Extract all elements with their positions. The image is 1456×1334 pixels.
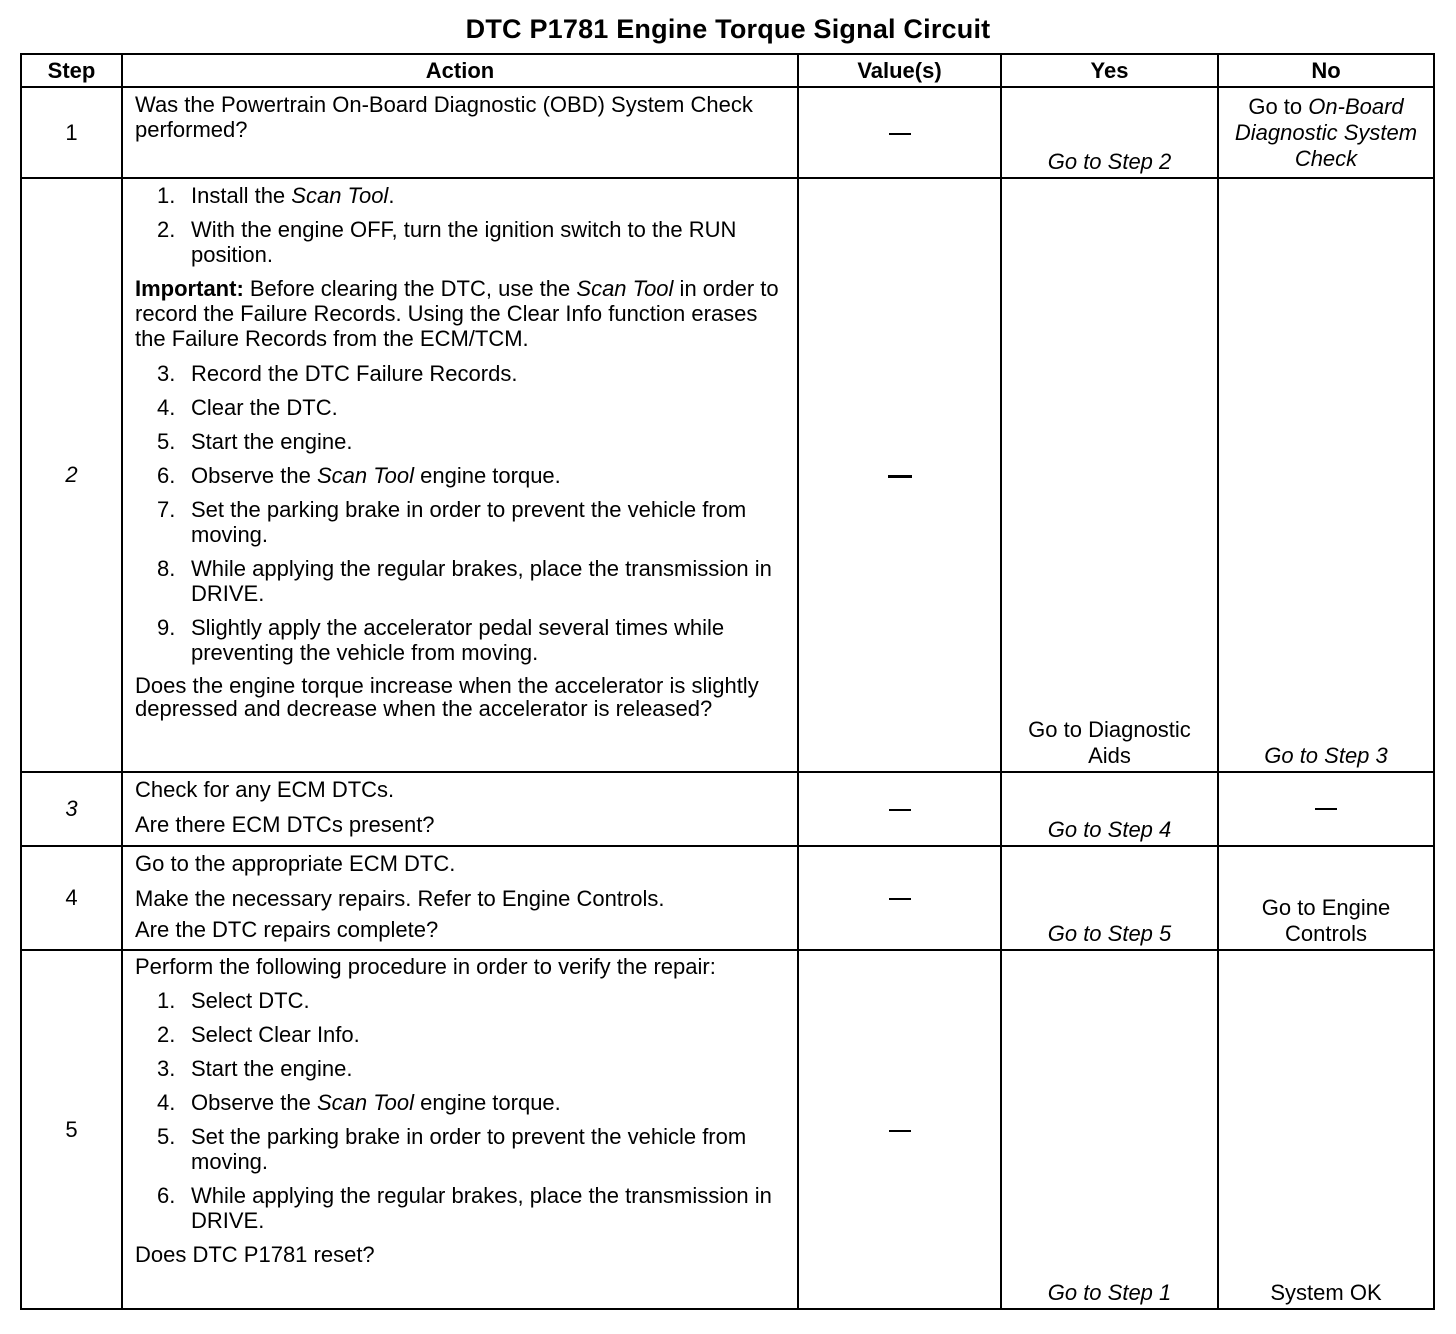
- value-dash: [889, 133, 911, 135]
- question-text: Are there ECM DTCs present?: [135, 812, 435, 837]
- no-cell: [1218, 950, 1434, 1309]
- value-cell: [798, 87, 1001, 178]
- table-row-step-5: [21, 950, 1434, 1309]
- yes-cell: [1001, 87, 1218, 178]
- list-item: 7. Set the parking brake in order to prevent the vehicle from moving.: [157, 497, 747, 547]
- list-item: 9. Slightly apply the accelerator pedal several times while preventing the vehicle from moving.: [157, 615, 725, 665]
- yes-cell: [1001, 950, 1218, 1309]
- list-item: 6. While applying the regular brakes, place the transmission in DRIVE.: [157, 1183, 772, 1233]
- list-item: 5. Set the parking brake in order to prevent the vehicle from moving.: [157, 1124, 747, 1174]
- value-cell: [798, 950, 1001, 1309]
- table-row-step-2: [21, 178, 1434, 772]
- value-dash: [889, 898, 911, 900]
- action-text: Check for any ECM DTCs.: [135, 777, 395, 802]
- list-item: 3. Start the engine.: [157, 1056, 353, 1081]
- question-text: Are the DTC repairs complete?: [135, 917, 439, 942]
- yes-answer: Go to Step 1: [1047, 1280, 1172, 1305]
- header-yes: Yes: [1001, 54, 1218, 87]
- action-cell: [122, 178, 798, 772]
- header-values: Value(s): [798, 54, 1001, 87]
- action-cell: [122, 772, 798, 846]
- list-item: 1. Select DTC.: [157, 988, 310, 1013]
- action-text: Was the Powertrain On-Board Diagnostic (OBD) System Check performed?: [135, 92, 753, 142]
- value-dash: [889, 809, 911, 811]
- question-text: Does DTC P1781 reset?: [135, 1242, 375, 1267]
- step-number: 1: [21, 87, 122, 178]
- action-cell: [122, 846, 798, 950]
- action-cell: [122, 87, 798, 178]
- value-dash: [889, 1130, 911, 1132]
- action-cell: [122, 950, 798, 1309]
- table-row-step-4: [21, 846, 1434, 950]
- no-answer: Go to Engine Controls: [1261, 895, 1391, 946]
- no-answer-dash: [1315, 808, 1337, 810]
- list-item: 1. Install the Scan Tool.: [157, 183, 395, 208]
- list-item: 3. Record the DTC Failure Records.: [157, 361, 518, 386]
- important-note: Important: Before clearing the DTC, use the Scan Tool in order to record the Failure Records. Using the Clear Info function erases the Failure Records from the ECM/TCM.: [135, 276, 779, 351]
- header-no: No: [1218, 54, 1434, 87]
- table-header-row: [21, 54, 1434, 87]
- header-step: Step: [21, 54, 122, 87]
- action-text: Make the necessary repairs. Refer to Engine Controls.: [135, 886, 665, 911]
- yes-answer: Go to Step 5: [1047, 921, 1172, 946]
- yes-answer: Go to Step 4: [1047, 817, 1172, 842]
- list-item: 2. Select Clear Info.: [157, 1022, 360, 1047]
- no-answer: System OK: [1270, 1280, 1382, 1305]
- step-number: 4: [21, 846, 122, 950]
- yes-cell: [1001, 772, 1218, 846]
- list-item: 8. While applying the regular brakes, place the transmission in DRIVE.: [157, 556, 772, 606]
- question-text: Does the engine torque increase when the accelerator is slightly depressed and decrease when the accelerator is released?: [135, 673, 759, 721]
- no-cell: [1218, 846, 1434, 950]
- table-row-step-3: [21, 772, 1434, 846]
- action-text: Go to the appropriate ECM DTC.: [135, 851, 456, 876]
- no-answer: Go to Step 3: [1264, 743, 1388, 768]
- list-item: 5. Start the engine.: [157, 429, 353, 454]
- no-answer-prefix: Go to: [1248, 94, 1309, 119]
- list-item: 6. Observe the Scan Tool engine torque.: [157, 463, 561, 488]
- step-number: 2: [21, 178, 122, 772]
- page-title: DTC P1781 Engine Torque Signal Circuit: [465, 14, 991, 44]
- value-cell: [798, 772, 1001, 846]
- list-item: 4. Observe the Scan Tool engine torque.: [157, 1090, 561, 1115]
- yes-answer: Go to Diagnostic Aids: [1028, 717, 1191, 768]
- list-item: 4. Clear the DTC.: [157, 395, 338, 420]
- yes-cell: [1001, 178, 1218, 772]
- yes-cell: [1001, 846, 1218, 950]
- header-action: Action: [122, 54, 798, 87]
- value-dash: [888, 475, 912, 478]
- no-cell: [1218, 87, 1434, 178]
- value-cell: [798, 178, 1001, 772]
- yes-answer: Go to Step 2: [1047, 149, 1172, 174]
- step-number: 3: [21, 772, 122, 846]
- table-row-step-1: [21, 87, 1434, 178]
- diagnostic-table: [20, 53, 1435, 1310]
- list-item: 2. With the engine OFF, turn the ignition switch to the RUN position.: [157, 217, 737, 267]
- action-text: Perform the following procedure in order to verify the repair:: [135, 954, 716, 979]
- no-answer-link: On-Board Diagnostic System Check: [1234, 94, 1418, 171]
- no-cell: [1218, 772, 1434, 846]
- value-cell: [798, 846, 1001, 950]
- no-cell: [1218, 178, 1434, 772]
- step-number: 5: [21, 950, 122, 1309]
